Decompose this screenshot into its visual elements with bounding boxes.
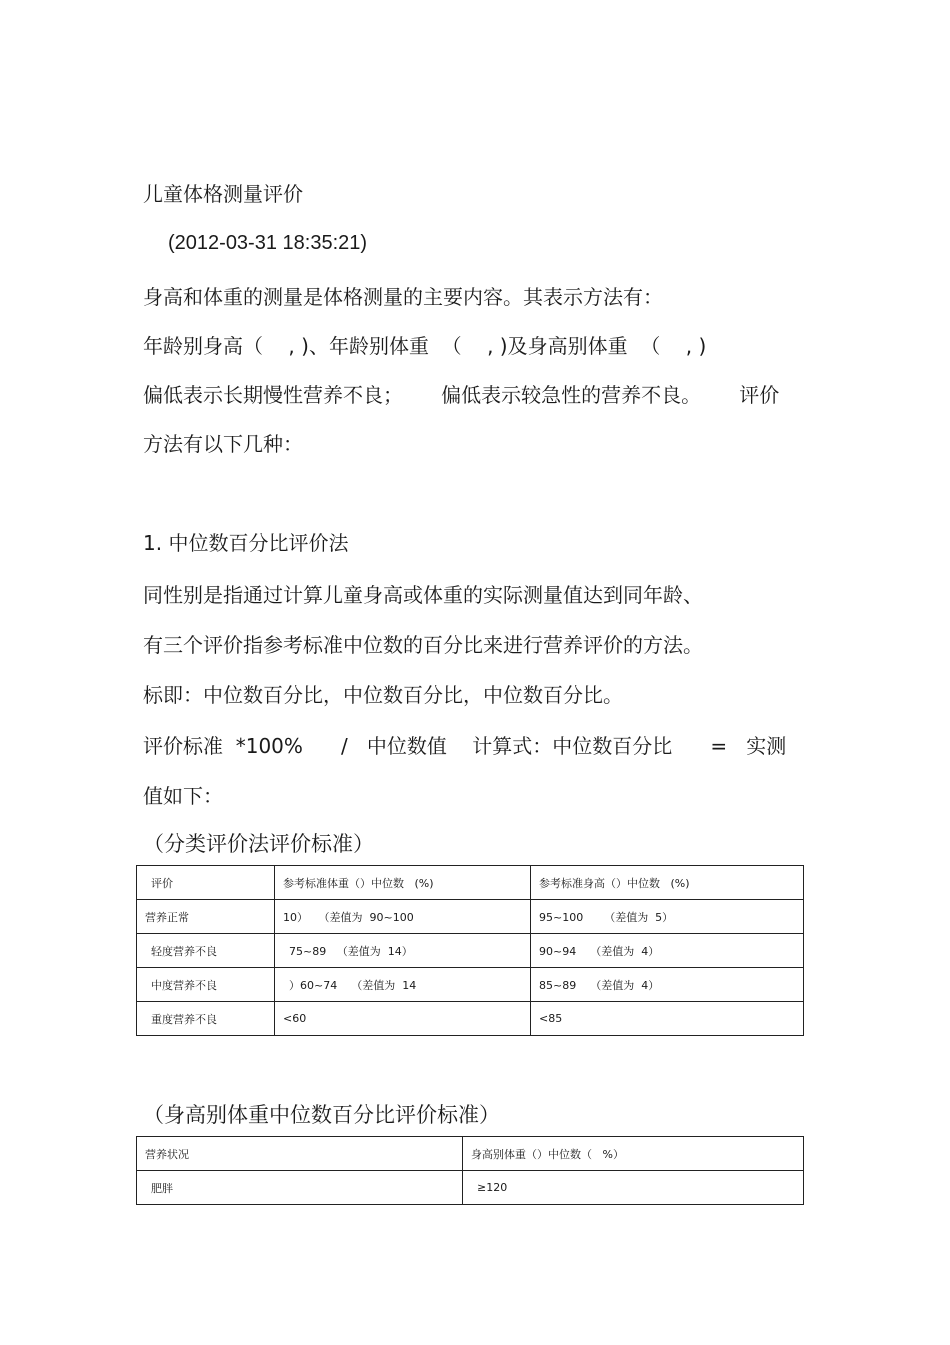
table-row xyxy=(137,968,804,1002)
paragraph: 标即：中位数百分比，中位数百分比，中位数百分比。 xyxy=(143,683,623,707)
paragraph: 方法有以下几种： xyxy=(143,432,303,456)
table-cell: 营养正常 xyxy=(137,900,275,934)
table-cell: 重度营养不良 xyxy=(137,1002,275,1036)
table-cell: <60 xyxy=(275,1002,531,1036)
table-cell: 75~89 （差值为 14） xyxy=(275,934,531,968)
table-caption: （身高别体重中位数百分比评价标准） xyxy=(143,1103,500,1127)
article-title: 儿童体格测量评价 xyxy=(143,182,303,206)
article-date: (2012-03-31 18:35:21) xyxy=(168,232,368,254)
classification-table xyxy=(136,865,804,1036)
table-header-row xyxy=(137,1137,804,1171)
table-header-row xyxy=(137,866,804,900)
paragraph: 同性别是指通过计算儿童身高或体重的实际测量值达到同年龄、 xyxy=(143,583,703,607)
table-caption: （分类评价法评价标准） xyxy=(143,832,374,856)
paragraph: 有三个评价指参考标准中位数的百分比来进行营养评价的方法。 xyxy=(143,633,703,657)
paragraph: 值如下： xyxy=(143,784,223,808)
table-cell: 90~94 （差值为 4） xyxy=(531,934,804,968)
table-header-cell: 参考标准体重（）中位数 (%) xyxy=(275,866,531,900)
table-cell: 85~89 （差值为 4） xyxy=(531,968,804,1002)
paragraph: 身高和体重的测量是体格测量的主要内容。其表示方法有： xyxy=(143,285,663,309)
table-header-cell: 身高别体重（）中位数（ %） xyxy=(463,1137,804,1171)
section-heading: 1. 中位数百分比评价法 xyxy=(143,531,349,555)
table-cell: ）60~74 （差值为 14 xyxy=(275,968,531,1002)
paragraph: 评价标准 *100% / 中位数值 计算式：中位数百分比 = 实测 xyxy=(143,734,787,758)
table-cell: 10） （差值为 90~100 xyxy=(275,900,531,934)
table-row xyxy=(137,900,804,934)
table-row xyxy=(137,1002,804,1036)
table-cell: ≥120 xyxy=(463,1171,804,1205)
table-cell: <85 xyxy=(531,1002,804,1036)
table-cell: 中度营养不良 xyxy=(137,968,275,1002)
table-cell: 肥胖 xyxy=(137,1171,463,1205)
paragraph: 偏低表示长期慢性营养不良； 偏低表示较急性的营养不良。 评价 xyxy=(143,383,780,407)
table-row xyxy=(137,1171,804,1205)
paragraph: 年龄别身高（ , )、年龄别体重 （ , )及身高别体重 （ , ) xyxy=(143,334,707,358)
table-header-cell: 营养状况 xyxy=(137,1137,463,1171)
table-header-cell: 参考标准身高（）中位数 (%) xyxy=(531,866,804,900)
table-cell: 95~100 （差值为 5） xyxy=(531,900,804,934)
weight-for-height-table xyxy=(136,1136,804,1205)
table-header-cell: 评价 xyxy=(137,866,275,900)
table-row xyxy=(137,934,804,968)
table-cell: 轻度营养不良 xyxy=(137,934,275,968)
